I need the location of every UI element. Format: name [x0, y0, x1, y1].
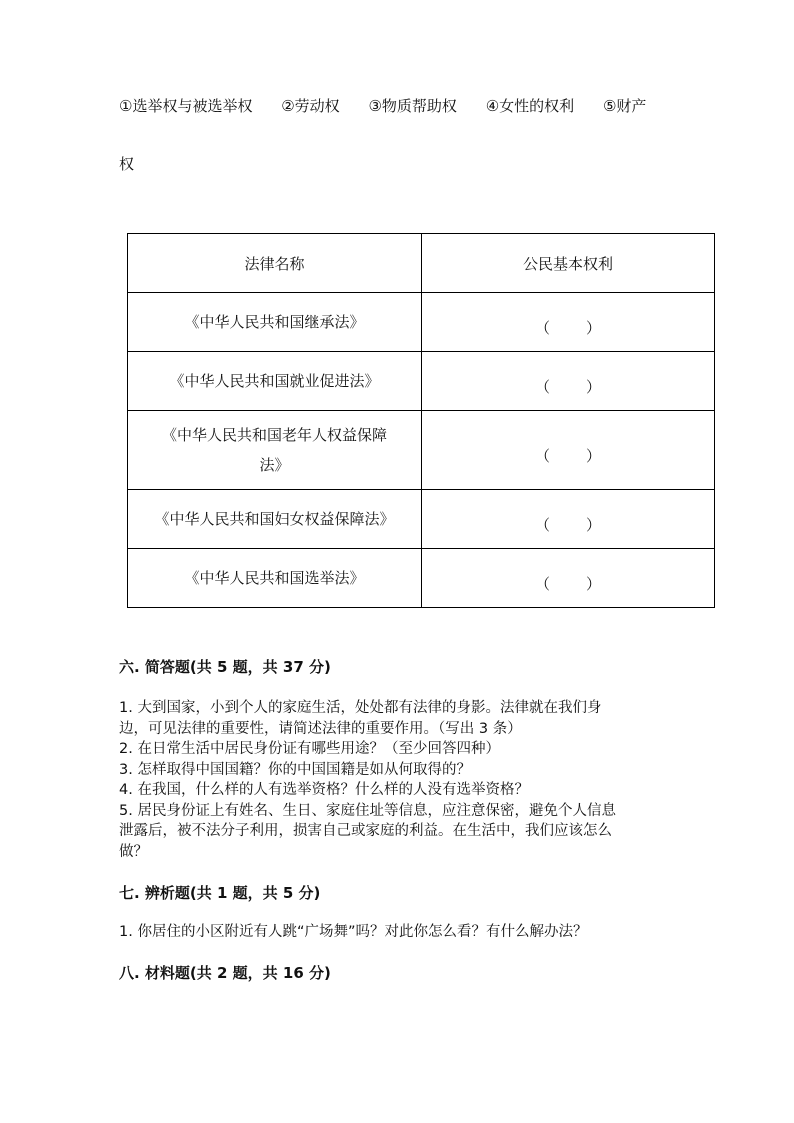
question-line: 2. 在日常生活中居民身份证有哪些用途？（至少回答四种）: [119, 741, 500, 757]
law-rights-table: [127, 233, 715, 608]
table-header-row: [128, 234, 715, 293]
answer-blank-cell[interactable]: [421, 490, 714, 549]
law-name-line1: 《中华人民共和国老年人权益保障: [161, 426, 387, 444]
option-4: ④女性的权利: [485, 97, 575, 115]
paren-close: ）: [585, 516, 601, 534]
law-name-cell: [128, 549, 422, 608]
answer-blank-cell[interactable]: [421, 549, 714, 608]
question-line: 1. 大到国家，小到个人的家庭生活，处处都有法律的身影。法律就在我们身: [119, 700, 602, 716]
table-row: [128, 293, 715, 352]
question-line: 4. 在我国，什么样的人有选举资格？什么样的人没有选举资格？: [119, 782, 529, 798]
paren-close: ）: [585, 575, 601, 593]
question-line: 边，可见法律的重要性，请简述法律的重要作用。（写出 3 条）: [119, 720, 522, 737]
paren-open: （: [534, 575, 550, 593]
table-row: [128, 549, 715, 608]
paren-close: ）: [585, 447, 601, 465]
law-name: 《中华人民共和国继承法》: [184, 313, 365, 331]
option-2: ②劳动权: [281, 97, 340, 115]
law-name-cell: [128, 352, 422, 411]
law-name: 《中华人民共和国就业促进法》: [169, 372, 380, 390]
header-basic-rights: 公民基本权利: [421, 234, 714, 293]
question-line: 5. 居民身份证上有姓名、生日、家庭住址等信息，应注意保密，避免个人信息: [119, 802, 616, 819]
paren-open: （: [534, 516, 550, 534]
law-name-line2: 法》: [259, 456, 290, 474]
answer-blank-cell[interactable]: [421, 293, 714, 352]
question-line: 泄露后，被不法分子利用，损害自己或家庭的利益。在生活中，我们应该怎么: [119, 823, 612, 839]
law-name-cell: [128, 411, 422, 490]
table-row: [128, 352, 715, 411]
paren-close: ）: [585, 319, 601, 337]
law-name: 《中华人民共和国选举法》: [184, 569, 365, 587]
question-line: 做？: [119, 843, 148, 860]
paren-open: （: [534, 378, 550, 396]
paren-open: （: [534, 447, 550, 465]
law-name: 《中华人民共和国妇女权益保障法》: [154, 510, 395, 528]
option-3: ③物质帮助权: [368, 97, 457, 115]
option-5-continuation: 权: [119, 155, 135, 173]
section-7-title: 七. 辨析题(共 1 题，共 5 分): [119, 884, 321, 902]
section-6-title: 六. 简答题(共 5 题，共 37 分): [119, 658, 331, 676]
option-1: ①选举权与被选举权: [119, 97, 253, 115]
paren-open: （: [534, 319, 550, 337]
answer-blank-cell[interactable]: [421, 411, 714, 490]
table-row: [128, 411, 715, 490]
section-6-questions: [119, 698, 679, 862]
section-8-title: 八. 材料题(共 2 题，共 16 分): [119, 964, 331, 982]
answer-blank-cell[interactable]: [421, 352, 714, 411]
answer-options: [119, 94, 679, 118]
question-line: 1. 你居住的小区附近有人跳“广场舞”吗？对此你怎么看？有什么解办法？: [119, 924, 588, 940]
paren-close: ）: [585, 378, 601, 396]
header-law-name: 法律名称: [128, 234, 422, 293]
law-name-cell: [128, 490, 422, 549]
table-row: [128, 490, 715, 549]
option-5: ⑤财产: [602, 97, 647, 115]
question-line: 3. 怎样取得中国国籍？你的中国国籍是如从何取得的？: [119, 761, 471, 778]
law-name-cell: [128, 293, 422, 352]
section-7-questions: [119, 922, 679, 943]
law-name: [139, 420, 409, 480]
